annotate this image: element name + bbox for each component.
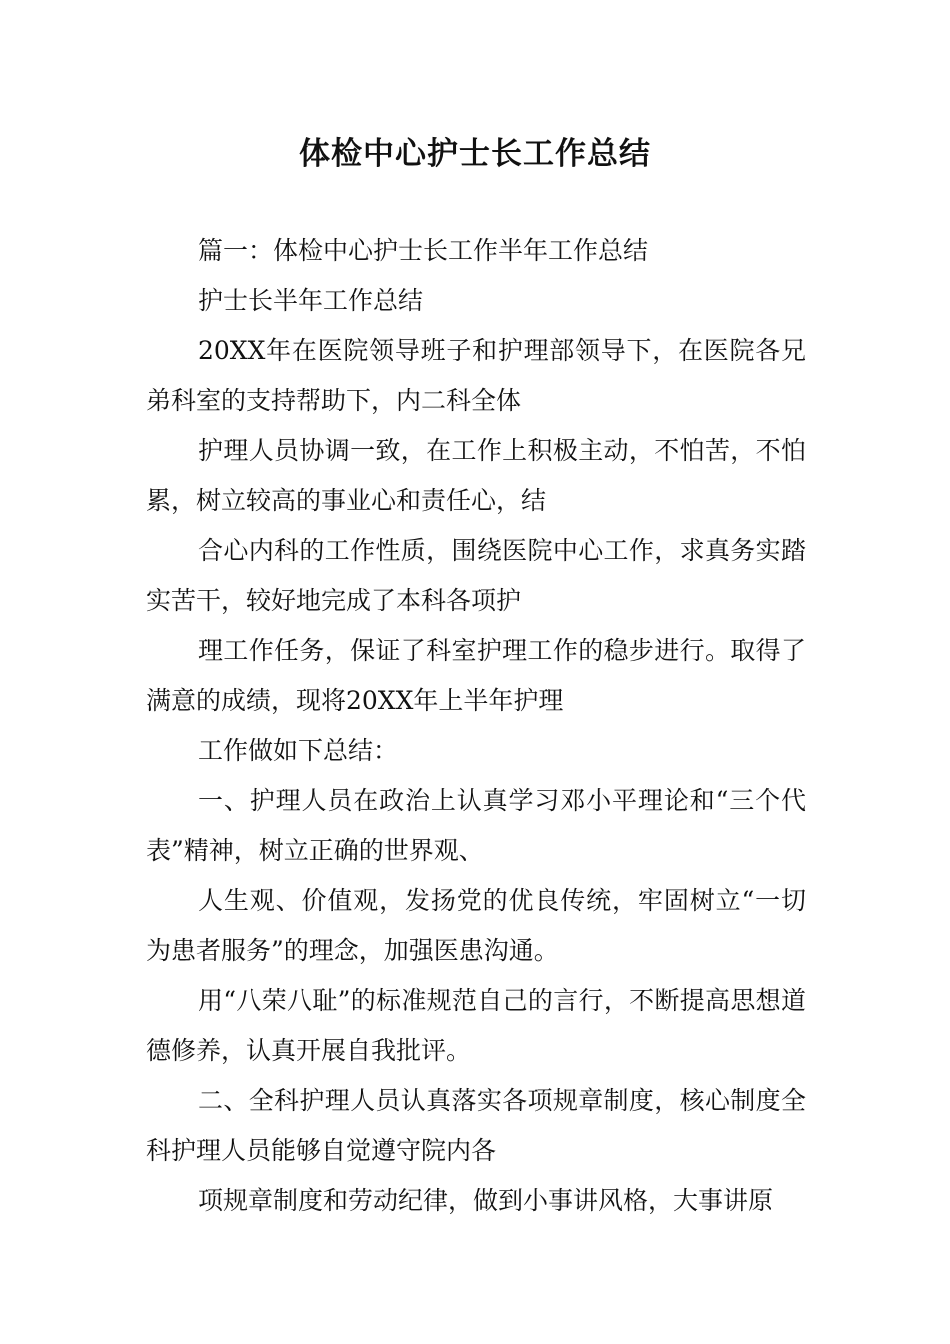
paragraph: 护士长半年工作总结 [198, 286, 424, 315]
paragraph: 二、全科护理人员认真落实各项规章制度，核心制度全科护理人员能够自觉遵守院内各 [146, 1086, 806, 1165]
paragraph: 用“八荣八耻”的标准规范自己的言行，不断提高思想道德修养，认真开展自我批评。 [146, 986, 806, 1065]
paragraph: 20XX年在医院领导班子和护理部领导下，在医院各兄弟科室的支持帮助下，内二科全体 [146, 336, 806, 415]
document-body [146, 226, 806, 1226]
paragraph: 工作做如下总结： [198, 736, 399, 765]
document-title: 体检中心护士长工作总结 [299, 136, 651, 172]
paragraph: 人生观、价值观，发扬党的优良传统，牢固树立“一切为患者服务”的理念，加强医患沟通。 [146, 886, 806, 965]
paragraph: 理工作任务，保证了科室护理工作的稳步进行。取得了满意的成绩，现将20XX年上半年护理 [146, 636, 806, 715]
paragraph: 篇一：体检中心护士长工作半年工作总结 [198, 236, 649, 265]
paragraph: 护理人员协调一致，在工作上积极主动，不怕苦，不怕累，树立较高的事业心和责任心，结 [146, 436, 806, 515]
paragraph: 合心内科的工作性质，围绕医院中心工作，求真务实踏实苦干，较好地完成了本科各项护 [146, 536, 806, 615]
paragraph: 一、护理人员在政治上认真学习邓小平理论和“三个代表”精神，树立正确的世界观、 [146, 786, 806, 865]
paragraph: 项规章制度和劳动纪律，做到小事讲风格，大事讲原 [198, 1186, 774, 1215]
